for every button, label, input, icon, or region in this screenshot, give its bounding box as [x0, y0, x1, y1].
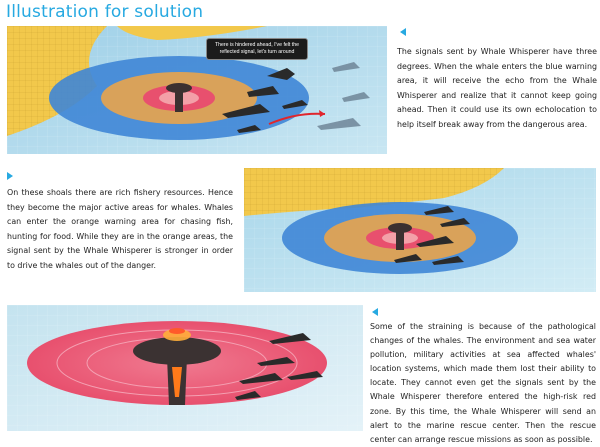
illustration-orange-warning — [244, 168, 596, 292]
illustration-red-zone — [7, 305, 363, 431]
pointer-arrow-icon — [400, 28, 406, 36]
section-1-text: The signals sent by Whale Whisperer have three degrees. When the whale enters the blue warning area, it will receive the echo from the Whale Whisperer and realize that it cannot keep going ahead. Then it could use its own echolocation to help itself break away from the dangerous area. — [397, 47, 597, 129]
pointer-arrow-icon — [7, 172, 13, 180]
page-title: Illustration for solution — [6, 2, 204, 22]
section-2-text: On these shoals there are rich fishery resources. Hence they become the major active areas for whales. Whales can enter the orange warning area for chasing fish, hunting for food. While they are in the orange areas, the signal sent by the Whale Whisperer is stronger in order to drive the whales out of the danger. — [7, 188, 233, 270]
pointer-arrow-icon — [372, 308, 378, 316]
section-3-text: Some of the straining is because of the pathological changes of the whales. The environment and sea water pollution, military activities at sea affected whales' location systems, which made them lost their ability to locate. They cannot even get the signals sent by the Whale Whisperer therefore entered the high-risk red zone. By this time, the Whale Whisperer will send an alert to the marine rescue center. Then the rescue center can arrange rescue missions as soon as possible. — [370, 322, 596, 444]
warning-speech-bubble: There is hindered ahead, I've felt the reflected signal, let's turn around — [206, 38, 308, 60]
illustration-blue-warning — [7, 26, 387, 154]
